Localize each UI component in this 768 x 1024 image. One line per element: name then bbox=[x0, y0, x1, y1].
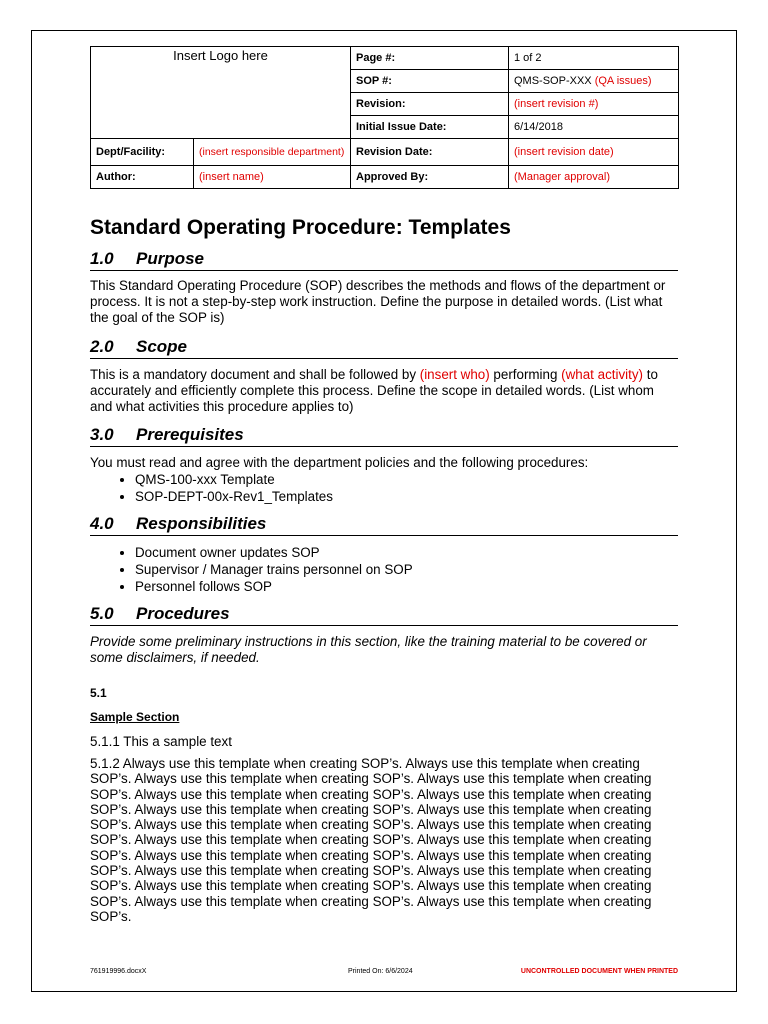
revision-value: (insert revision #) bbox=[509, 93, 679, 116]
sop-value-cell bbox=[509, 70, 679, 93]
section-heading-scope bbox=[90, 336, 678, 359]
initial-issue-value: 6/14/2018 bbox=[509, 116, 679, 139]
approved-by-value: (Manager approval) bbox=[509, 166, 679, 189]
document-content bbox=[90, 46, 678, 924]
list-item: • QMS-100-xxx Template bbox=[135, 471, 333, 488]
page-footer bbox=[90, 968, 678, 978]
sop-label: SOP #: bbox=[351, 70, 509, 93]
prerequisites-intro: You must read and agree with the department policies and the following procedures: bbox=[90, 455, 589, 470]
page-title: Standard Operating Procedure: Templates bbox=[90, 216, 511, 239]
scope-text-b: performing bbox=[489, 367, 562, 382]
list-item: • Supervisor / Manager trains personnel on SOP bbox=[135, 561, 413, 578]
page-value: 1 of 2 bbox=[509, 47, 679, 70]
logo-placeholder: Insert Logo here bbox=[91, 47, 351, 139]
section-title: Responsibilities bbox=[136, 514, 267, 533]
subsection-number: 5.1 bbox=[90, 686, 107, 700]
list-item: • Personnel follows SOP bbox=[135, 578, 413, 595]
section-number: 2.0 bbox=[90, 337, 114, 356]
sample-line-2: 5.1.2 Always use this template when creating SOP’s. Always use this template when creating SOP’s. Always use this template when creating SOP’s. Always use this template when creating SOP’s. Always use this template when creating SOP’s. Always use this template when creating SOP’s. Always use this template when creating SOP’s. Always use this template when creating SOP’s. Always use this template when creating SOP’s. Always use this template when creating SOP’s. Always use this template when creating SOP’s. Always use this template when creating SOP’s. Always use this template when creating SOP’s. Always use this template when creating SOP’s. Always use this template when creating SOP’s. Always use this template when creating SOP’s. Always use this template when creating SOP’s. Always use this template when creating SOP’s. Always use this template when creating SOP’s. Always use this template when creating SOP’s. bbox=[90, 756, 652, 924]
purpose-text: This Standard Operating Procedure (SOP) describes the methods and flows of the department or process. It is not a step-by-step work instruction. Define the purpose in detailed words. (List what the goal of the SOP is) bbox=[90, 278, 666, 325]
author-value: (insert name) bbox=[194, 166, 351, 189]
author-label: Author: bbox=[91, 166, 194, 189]
section-title: Prerequisites bbox=[136, 425, 244, 444]
footer-printed-date: Printed On: 6/6/2024 bbox=[348, 968, 413, 975]
page-label: Page #: bbox=[351, 47, 509, 70]
footer-uncontrolled-notice: UNCONTROLLED DOCUMENT WHEN PRINTED bbox=[520, 968, 678, 975]
list-item: • SOP-DEPT-00x-Rev1_Templates bbox=[135, 488, 333, 505]
scope-who: (insert who) bbox=[419, 367, 490, 382]
sample-line-1: 5.1.1 This a sample text bbox=[90, 734, 232, 749]
sop-note: (QA issues) bbox=[594, 75, 652, 87]
initial-issue-label: Initial Issue Date: bbox=[351, 116, 509, 139]
prerequisites-list bbox=[90, 471, 333, 505]
footer-filename: 761919996.docxX bbox=[90, 968, 147, 975]
approved-by-label: Approved By: bbox=[351, 166, 509, 189]
section-title: Scope bbox=[136, 337, 188, 356]
section-number: 1.0 bbox=[90, 249, 114, 268]
section-title: Procedures bbox=[136, 604, 230, 623]
scope-text-c: to accurately and efficiently complete this process. Define the scope in detailed words. (List whom and what activities this procedure applies to) bbox=[90, 367, 658, 414]
responsibilities-list bbox=[90, 544, 413, 595]
list-item: • Document owner updates SOP bbox=[135, 544, 413, 561]
section-heading-purpose bbox=[90, 248, 678, 271]
subsection-title: Sample Section bbox=[90, 710, 180, 724]
section-heading-procedures bbox=[90, 603, 678, 626]
dept-value: (insert responsible department) bbox=[194, 139, 351, 166]
sop-value: QMS-SOP-XXX bbox=[514, 75, 592, 87]
revision-label: Revision: bbox=[351, 93, 509, 116]
section-number: 4.0 bbox=[90, 514, 114, 533]
revision-date-value: (insert revision date) bbox=[509, 139, 679, 166]
scope-activity: (what activity) bbox=[561, 367, 644, 382]
scope-text-a: This is a mandatory document and shall be followed by bbox=[90, 367, 420, 382]
revision-date-label: Revision Date: bbox=[351, 139, 509, 166]
section-title: Purpose bbox=[136, 249, 205, 268]
section-number: 3.0 bbox=[90, 425, 114, 444]
header-table bbox=[90, 46, 679, 189]
scope-text bbox=[90, 367, 678, 415]
dept-label: Dept/Facility: bbox=[91, 139, 194, 166]
procedures-intro: Provide some preliminary instructions in this section, like the training material to be covered or some disclaimers, if needed. bbox=[90, 634, 647, 665]
section-heading-responsibilities bbox=[90, 513, 678, 536]
section-number: 5.0 bbox=[90, 604, 114, 623]
section-heading-prerequisites bbox=[90, 424, 678, 447]
